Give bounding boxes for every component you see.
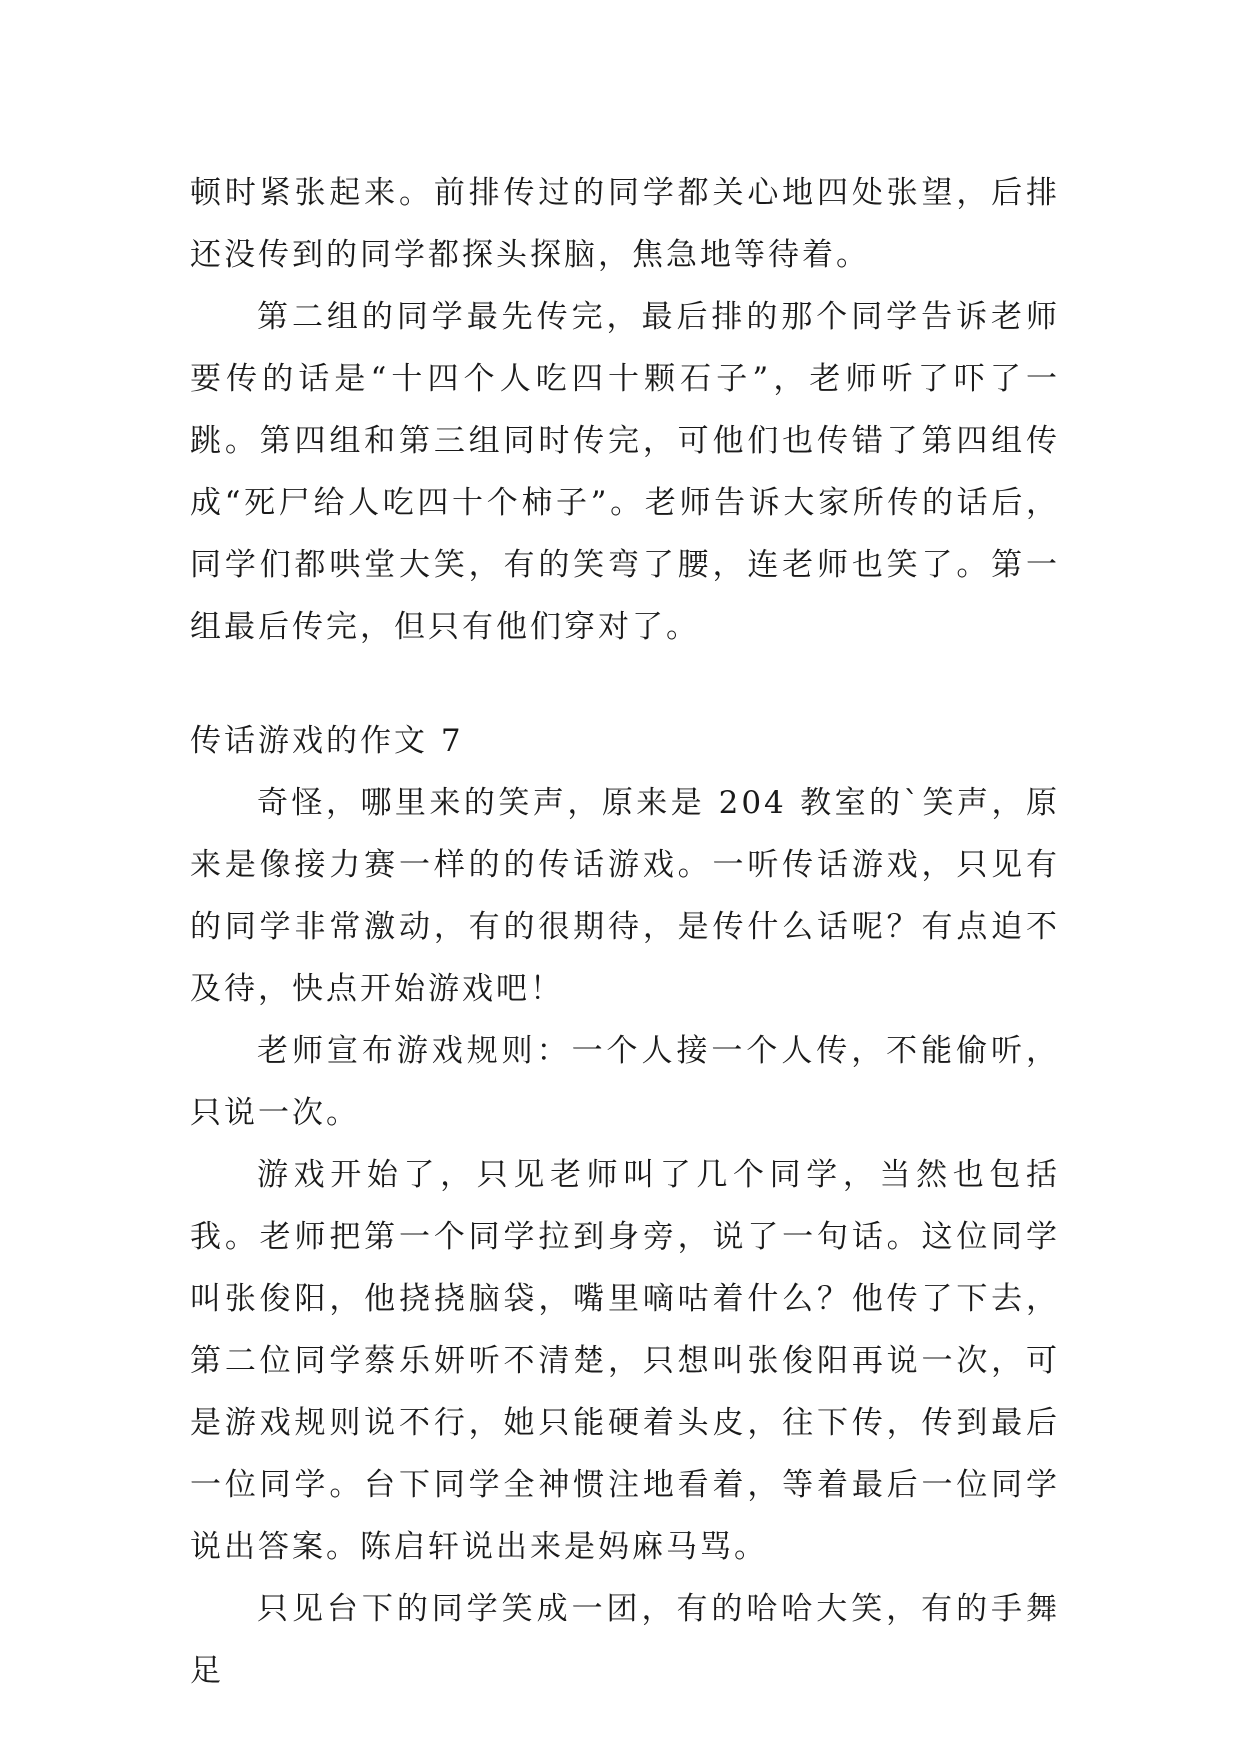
paragraph-laughter: 只见台下的同学笑成一团，有的哈哈大笑，有的手舞足 xyxy=(190,1591,1060,1689)
section-title: 传话游戏的作文 7 xyxy=(190,723,464,759)
paragraph-continued: 顿时紧张起来。前排传过的同学都关心地四处张望，后排还没传到的同学都探头探脑，焦急地等待着。 xyxy=(190,175,1060,273)
paragraph-intro: 奇怪，哪里来的笑声，原来是 204 教室的`笑声，原来是像接力赛一样的的传话游戏。一听传话游戏，只见有的同学非常激动，有的很期待，是传什么话呢？有点迫不及待，快点开始游戏吧！ xyxy=(190,785,1060,1007)
paragraph-rules: 老师宣布游戏规则：一个人接一个人传，不能偷听，只说一次。 xyxy=(190,1033,1060,1131)
paragraph-group-results: 第二组的同学最先传完，最后排的那个同学告诉老师要传的话是“十四个人吃四十颗石子”，老师听了吓了一跳。第四组和第三组同时传完，可他们也传错了第四组传成“死尸给人吃四十个柿子”。老师告诉大家所传的话后，同学们都哄堂大笑，有的笑弯了腰，连老师也笑了。第一组最后传完，但只有他们穿对了。 xyxy=(190,299,1060,645)
paragraph-game-start: 游戏开始了，只见老师叫了几个同学，当然也包括我。老师把第一个同学拉到身旁，说了一句话。这位同学叫张俊阳，他挠挠脑袋，嘴里嘀咕着什么？他传了下去，第二位同学蔡乐妍听不清楚，只想叫张俊阳再说一次，可是游戏规则说不行，她只能硬着头皮，往下传，传到最后一位同学。台下同学全神惯注地看着，等着最后一位同学说出答案。陈启轩说出来是妈麻马骂。 xyxy=(190,1157,1060,1565)
document-body xyxy=(190,162,1060,1702)
